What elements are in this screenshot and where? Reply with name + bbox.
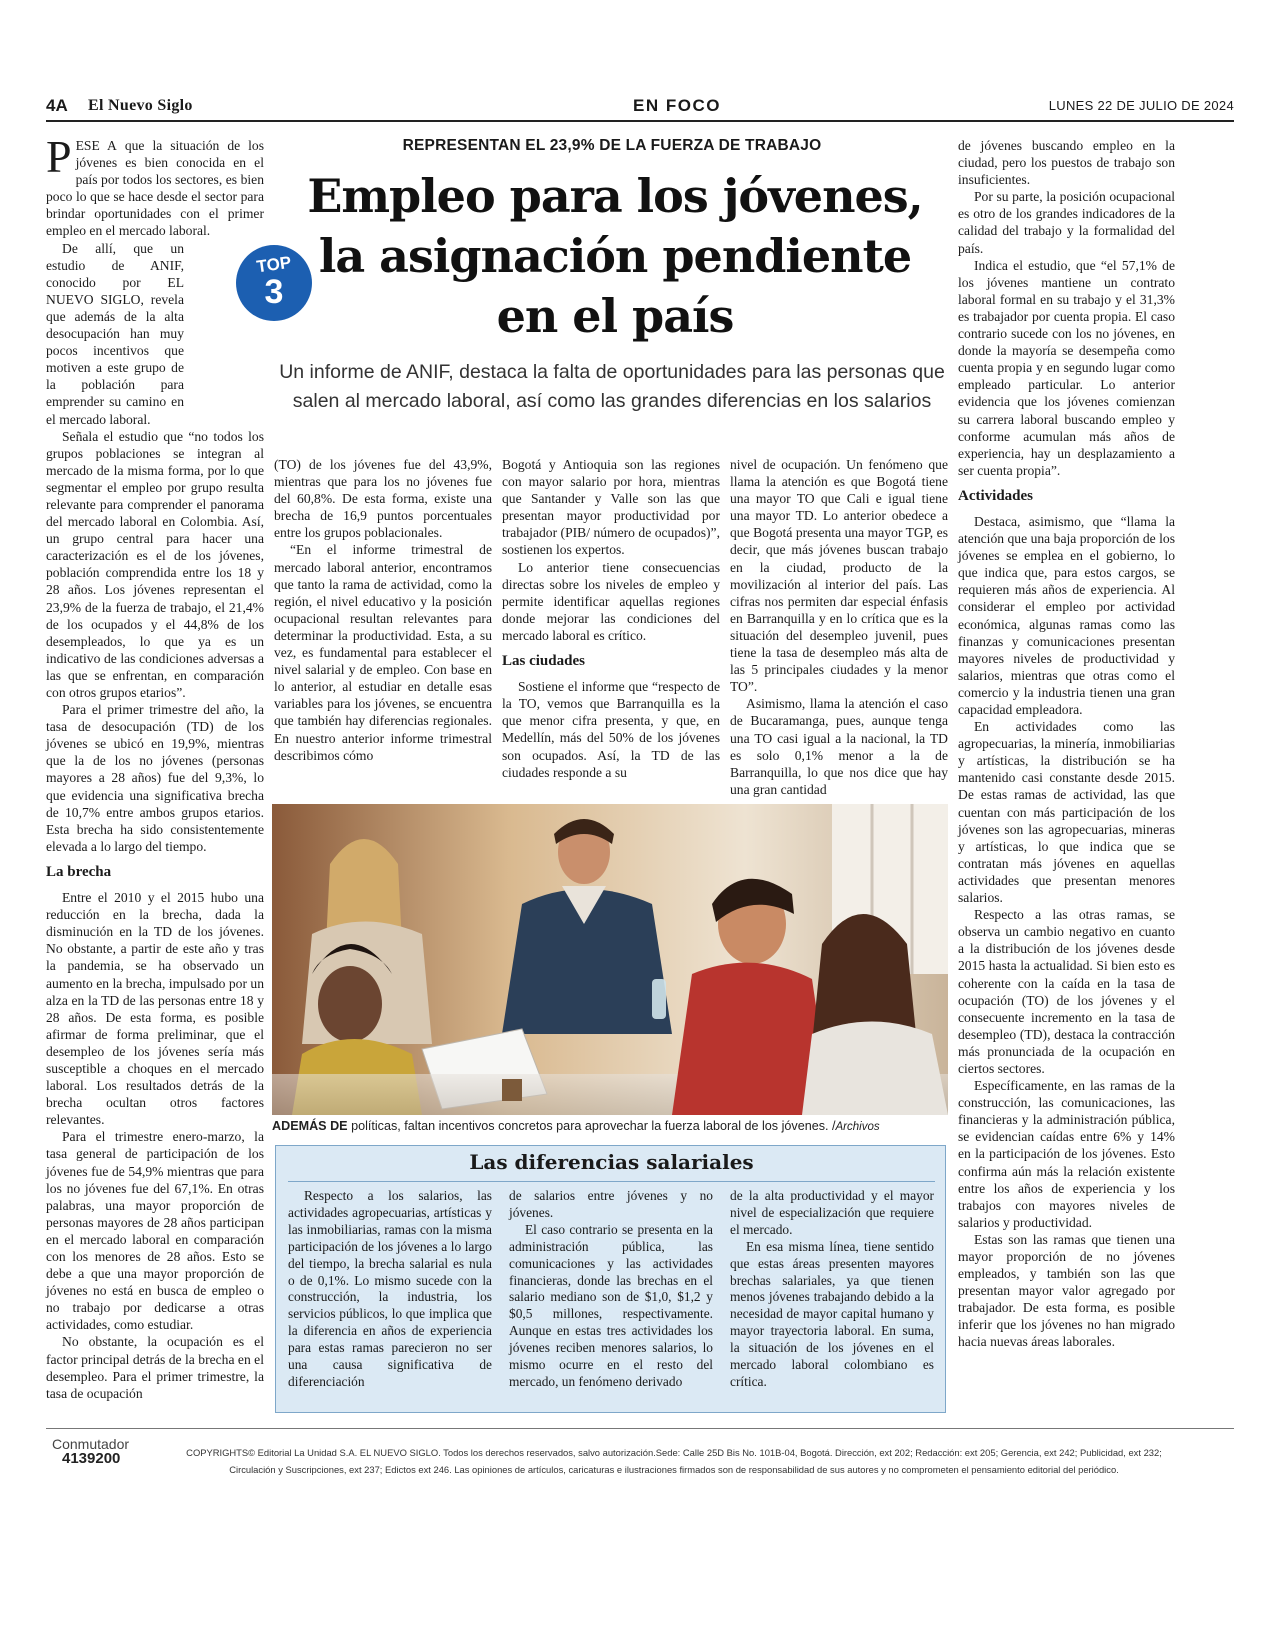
issue-date: LUNES 22 DE JULIO DE 2024	[1048, 98, 1234, 113]
paragraph: Destaca, asimismo, que “llama la atención que una baja proporción de los jóvenes se emplea en el gobierno, lo que indica que, para estos cargos, se requieren más años de experiencia. Al considerar el empleo por actividad económica, algunas ramas como las finanzas y comunicaciones presentan mayores niveles de productividad y salarios, mientras que otras como el comercio y la industria tienen una gran capacidad empleadora.	[958, 513, 1175, 717]
headline-line: en el país	[496, 289, 734, 343]
paragraph: No obstante, la ocupación es el factor principal detrás de la brecha en el desempleo. Para el primer trimestre, la tasa de ocupación	[46, 1334, 264, 1401]
headline-line: Empleo para los jóvenes,	[307, 169, 923, 223]
paragraph: Señala el estudio que “no todos los grupos poblaciones se integran al mercado de la misma forma, por lo que segmentar el empleo por grupo resulta relevante para comprender el panorama del mercado laboral en Colombia. Así, un grupo central para hacer una caracterización es el de los jóvenes, población comprendida entre los 18 y 28 años. Los jóvenes representan el 23,9% de la fuerza de trabajo, el 21,4% de los ocupados y el 44,8% de los desempleados, lo que ya es un indicativo de las condiciones adversas a las que se enfrentan, en comparación con otros grupos etarios”.	[46, 428, 264, 700]
paragraph: Sostiene el informe que “respecto de la TO, vemos que Barranquilla es la que menor cifra presenta, y que, en Medellín, más del 50% de los jóvenes son ocupados. Así, la TD de las ciudades responde a su	[502, 679, 720, 780]
lead-text: que la situación de los jóvenes es bien conocida en el país por todos los sectores, es bien poco lo que se hace desde el sector para brindar oportunidades con el primer empleo en el mercado laboral.	[46, 138, 264, 239]
paragraph: Bogotá y Antioquia son las regiones con mayor salario por hora, mientras que Santander y Valle son las que presentan mayor productividad por trabajador (PIB/ número de ocupados)”, sostienen los expertos.	[502, 457, 720, 558]
masthead-name: El Nuevo Siglo	[88, 97, 193, 114]
switchboard-number: 4139200	[62, 1450, 121, 1467]
subheading: Actividades	[958, 487, 1033, 504]
sidebar-box	[275, 1145, 946, 1413]
box-column-1	[288, 1188, 492, 1391]
paragraph: En actividades como las agropecuarias, la minería, inmobiliarias y artísticas, la distribución se ha mantenido casi constante desde 2015. De estas ramas de actividad, las que cuentan con más participación de los jóvenes son las agropecuarias, mineras y artísticas, lo que indica que se contratan más jóvenes en aquellas actividades que presentan menores salarios.	[958, 719, 1175, 906]
paragraph: de la alta productividad y el mayor nivel de especialización que requiere el mercado.	[730, 1188, 934, 1237]
box-title: Las diferencias salariales	[469, 1150, 754, 1174]
drop-cap: P	[46, 131, 72, 182]
header-divider	[46, 120, 1234, 122]
photo-illustration	[272, 804, 948, 1115]
paragraph: Estas son las ramas que tienen una mayor proporción de no jóvenes empleados, y también son las que presentan mayor valor agregado por trabajador. De esta forma, es posible inferir que los jóvenes no han migrado hacia nuevas áreas laborales.	[958, 1231, 1175, 1350]
subheading: La brecha	[46, 863, 112, 880]
switchboard	[52, 1436, 162, 1467]
kicker: REPRESENTAN EL 23,9% DE LA FUERZA DE TRABAJO	[402, 137, 822, 154]
article-column-4	[730, 456, 948, 798]
subheading: Las ciudades	[502, 653, 585, 670]
footer-divider	[46, 1428, 1234, 1429]
caption-lead: ADEMÁS DE	[272, 1119, 348, 1133]
paragraph: En esa misma línea, tiene sentido que estas áreas presenten mayores brechas salariales, ya que tienen menos jóvenes trabajando debido a la necesidad de mayor capital humano y mayor trayectoria laboral. En suma, la situación de los jóvenes en el mercado laboral colombiano es crítica.	[730, 1238, 934, 1389]
badge-label: TOP	[255, 252, 293, 277]
copyright-line: COPYRIGHTS© Editorial La Unidad S.A. EL NUEVO SIGLO. Todos los derechos reservados, salvo autorización.Sede: Calle 25D Bis No. 101B-04, Bogotá. Dirección, ext 202; Redacción: ext 205; Gerencia, ext 242; Publicidad, ext 232;	[186, 1447, 1162, 1458]
copyright-notice	[174, 1444, 1174, 1478]
lead-paragraph	[46, 131, 264, 240]
caption-text: políticas, faltan incentivos concretos para aprovechar la fuerza laboral de los jóvenes. /	[347, 1119, 836, 1133]
page-number: 4A	[46, 96, 68, 115]
paragraph: Asimismo, llama la atención el caso de Bucaramanga, pues, aunque tenga una TO casi igual a la nacional, la TD es solo 0,1% menor a la de Barranquilla, lo que nos dice que hay una gran cantidad	[730, 696, 948, 797]
article-column-1	[46, 131, 264, 1402]
headline	[300, 166, 930, 346]
caption-credit: Archivos	[835, 1121, 880, 1133]
paragraph: Específicamente, en las ramas de la construcción, las comunicaciones, las financieras y la administración pública, se evidencian caídas entre 6% y 14% en la participación de los jóvenes. Esto confirma aún más la relación existente entre los años de experiencia y los trabajos con mayores niveles de salarios y productividad.	[958, 1078, 1175, 1230]
deck: Un informe de ANIF, destaca la falta de oportunidades para las personas que salen al mercado laboral, así como las grandes diferencias en los salarios	[279, 361, 945, 412]
paragraph: (TO) de los jóvenes fue del 43,9%, mientras que para los no jóvenes fue del 60,8%. De esta forma, existe una brecha de 16,9 puntos porcentuales entre los grupos poblacionales.	[274, 457, 492, 541]
article-column-3	[502, 456, 720, 781]
article-column-5	[958, 137, 1175, 1351]
paragraph: Lo anterior tiene consecuencias directas sobre los niveles de empleo y permite identificar aquellas regiones donde mejorar las condiciones del mercado laboral es crítico.	[502, 559, 720, 643]
paragraph: De allí, que un estudio de ANIF, conocido por EL NUEVO SIGLO, revela que además de la alta desocupación han muy pocos incentivos que motiven a este grupo de la población para emprender su camino en el mercado laboral.	[46, 240, 184, 427]
paragraph: Para el trimestre enero-marzo, la tasa general de participación de los jóvenes fue de 54,9% mientras que para los no jóvenes fue del 67,1%. En otras palabras, una mayor proporción de personas mayores de 28 años participan en el mercado laboral en comparación con los menores de 28 años. Esto se debe a que una mayor proporción de jóvenes no está en busca de empleo o no trabajo por dedicarse a otras actividades, como estudiar.	[46, 1129, 264, 1333]
article-photo	[272, 804, 948, 1115]
paragraph: El caso contrario se presenta en la administración pública, las comunicaciones y las actividades financieras, donde las brechas en el salario mediano son de $1,0, $1,2 y $0,5 millones, respectivamente. Aunque en estas tres actividades los jóvenes reciben menores salarios, lo mismo ocurre en el resto del mercado, un fenómeno derivado	[509, 1221, 713, 1389]
headline-line: la asignación pendiente	[318, 229, 912, 283]
paragraph: Indica el estudio, que “el 57,1% de los jóvenes mantiene un contrato laboral formal en su trabajo y el 31,3% es trabajador por cuenta propia. El caso contrario sucede con los no jóvenes, en donde la mayoría se desempeña como cuenta propia y en segundo lugar como empleado particular. Lo anterior evidencia que los jóvenes comienzan su carrera laboral buscando empleo y conforme acumulan más años de experiencia, hay un desplazamiento a ser cuenta propia”.	[958, 257, 1175, 478]
section-name: EN FOCO	[633, 96, 721, 115]
lead-smallcaps: ESE A	[75, 138, 117, 153]
box-divider	[288, 1181, 935, 1182]
box-column-3	[730, 1188, 934, 1391]
copyright-line: Circulación y Suscripciones, ext 237; Edictos ext 246. Las opiniones de artículos, caricaturas e ilustraciones firmados son de responsabilidad de sus autores y no comprometen el pensamiento editorial del periódico.	[229, 1464, 1119, 1475]
paragraph: de jóvenes buscando empleo en la ciudad, pero los puestos de trabajo son insuficientes.	[958, 138, 1175, 188]
paragraph: Respecto a los salarios, las actividades agropecuarias, artísticas y las inmobiliarias, ramas con la misma participación de los jóvenes a lo largo del tiempo, la brecha salarial es nula o de 0,1%. Lo mismo sucede con la construcción, la industria, los servicios públicos, lo que implica que la diferencia en años de experiencia para estas ramas parecieron no ser una causa significativa de diferenciación	[288, 1188, 492, 1389]
photo-caption	[272, 1119, 948, 1133]
page-header	[46, 96, 1234, 118]
switchboard-label: Conmutador	[52, 1436, 130, 1452]
paragraph: Entre el 2010 y el 2015 hubo una reducción en la brecha, dada la disminución en la TD de los jóvenes. No obstante, a partir de este año y tras la pandemia, se ha observado un aumento en la brecha, impulsado por un alza en la TD de las personas entre 18 y 28 años. De esta forma, es posible afirmar de forma preliminar, que el desempleo de los jóvenes sería más susceptible a choques en el mercado laboral. Los resultados detrás de la brecha ocultan otros factores relevantes.	[46, 890, 264, 1128]
paragraph: Para el primer trimestre del año, la tasa de desocupación (TD) de los jóvenes se ubicó en 19,9%, mientras que la de los no jóvenes (personas mayores a 28 años) fue del 9,3%, lo que evidencia una significativa brecha de 10,7% entre ambos grupos etarios. Esta brecha ha sido consistentemente elevada a lo largo del tiempo.	[46, 702, 264, 854]
box-column-2	[509, 1188, 713, 1391]
paragraph: “En el informe trimestral de mercado laboral anterior, encontramos que tanto la rama de actividad, como la región, el nivel educativo y la posición ocupacional resultan relevantes para determinar la productividad. Esta, a su vez, es fundamental para establecer el nivel salarial y de empleo. Con base en lo anterior, al estudiar en detalle esas variables para los jóvenes, se encuentra que también hay diferencias regionales. En nuestro anterior informe trimestral describimos cómo	[274, 542, 492, 763]
paragraph: Por su parte, la posición ocupacional es otro de los grandes indicadores de la calidad del trabajo y la formalidad del país.	[958, 189, 1175, 256]
badge-number: 3	[264, 273, 284, 311]
article-column-2	[274, 456, 492, 764]
paragraph: Respecto a las otras ramas, se observa un cambio negativo en cuanto a la distribución de los jóvenes desde 2015 hasta la actualidad. Si bien esto es coherente con la caída en la tasa de ocupación (TO) de los jóvenes y el consecuente incremento en la tasa de desempleo (TD), destaca la contracción más pronunciada de la ocupación en ciertos sectores.	[958, 907, 1175, 1076]
paragraph: nivel de ocupación. Un fenómeno que llama la atención es que Bogotá tiene una mayor TO que Cali e igual tiene una mayor TD. Lo anterior obedece a que Bogotá presenta una mayor TGP, es decir, que más jóvenes buscan trabajo en la ciudad, producto de la movilización al interior del país. Las cifras nos permiten dar especial énfasis en Barranquilla y en lo crítica que es la situación del desempleo juvenil, pues tiene la tasa de desempleo más alta de las 5 principales ciudades y la menor TO”.	[730, 457, 948, 695]
paragraph: de salarios entre jóvenes y no jóvenes.	[509, 1188, 713, 1220]
